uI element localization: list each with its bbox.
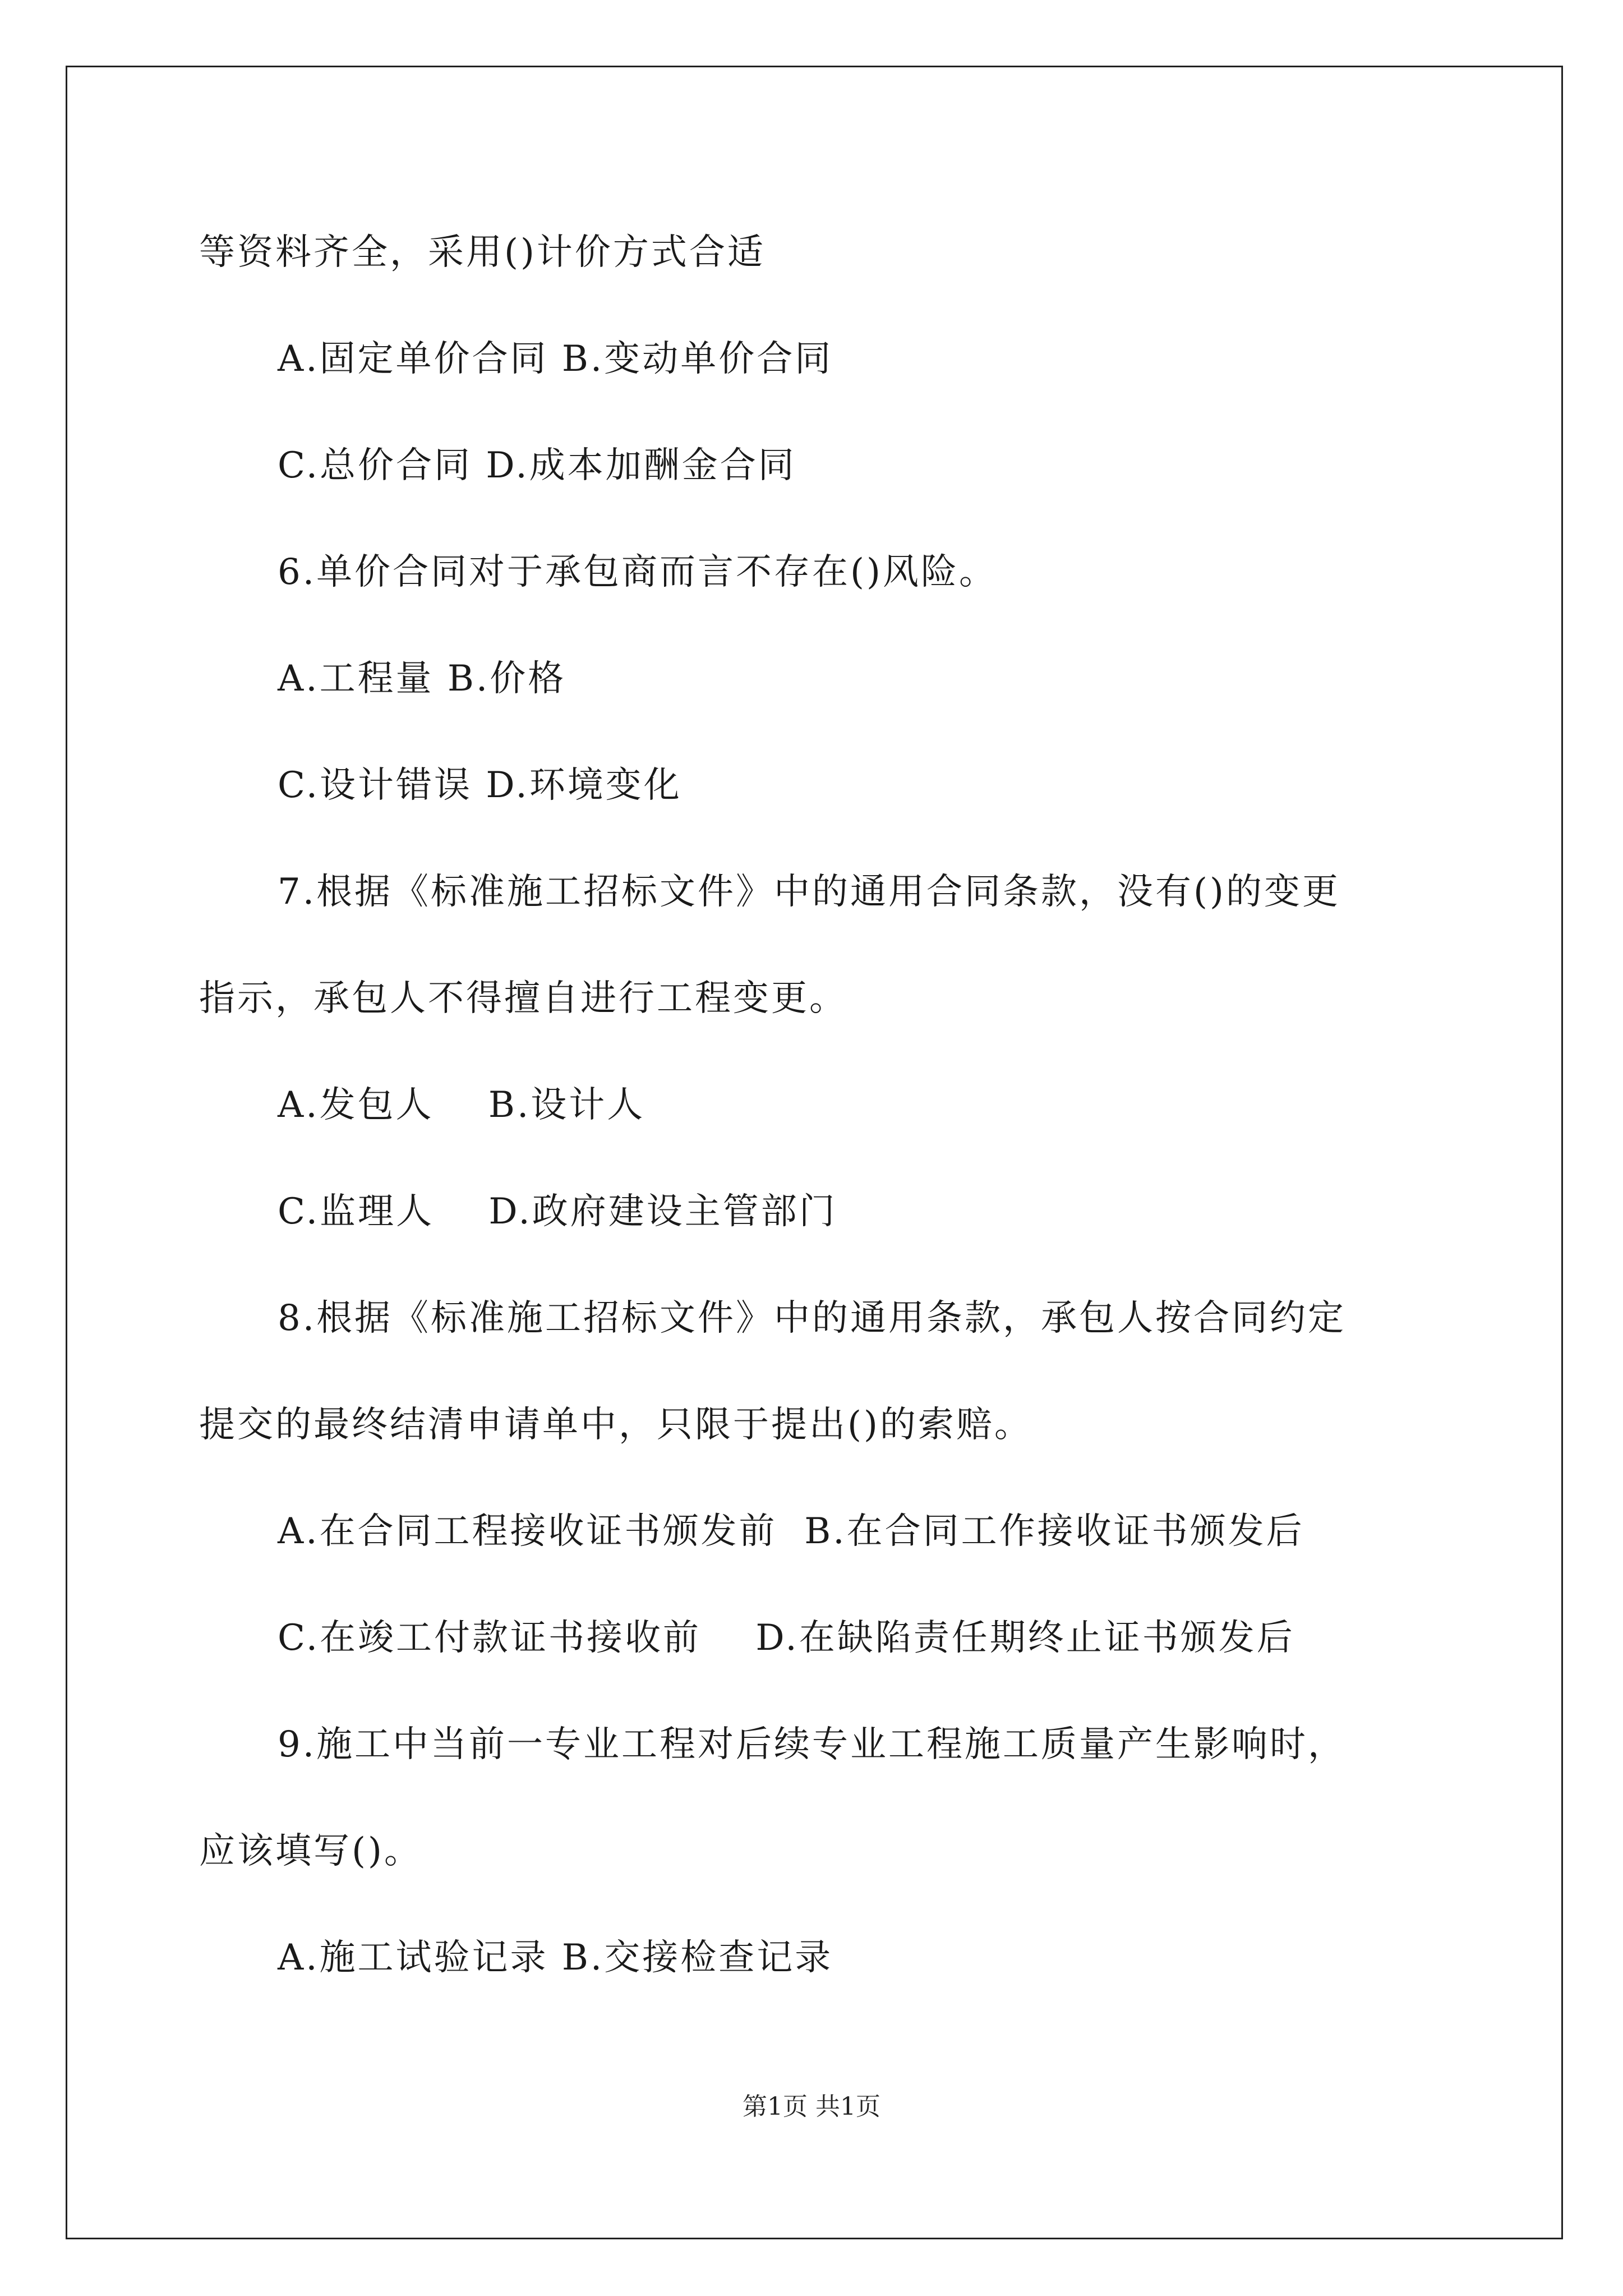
text-line: 等资料齐全，采用()计价方式合适 — [199, 232, 766, 273]
option-line: A.施工试验记录 B.交接检查记录 — [278, 1937, 833, 1978]
text-line: 应该填写()。 — [199, 1830, 422, 1872]
question-line: 9.施工中当前一专业工程对后续专业工程施工质量产生影响时， — [278, 1724, 1347, 1765]
question-line: 6.单价合同对于承包商而言不存在()风险。 — [278, 551, 997, 593]
question-line: 8.根据《标准施工招标文件》中的通用条款，承包人按合同约定 — [278, 1297, 1347, 1339]
text-line: 指示，承包人不得擅自进行工程变更。 — [199, 978, 847, 1019]
page-border — [66, 66, 1563, 2239]
option-line: C.在竣工付款证书接收前 D.在缺陷责任期终止证书颁发后 — [278, 1617, 1295, 1659]
option-line: C.总价合同 D.成本加酬金合同 — [278, 445, 796, 486]
option-line: A.在合同工程接收证书颁发前 B.在合同工作接收证书颁发后 — [278, 1511, 1304, 1552]
option-line: A.工程量 B.价格 — [278, 658, 566, 700]
text-line: 提交的最终结清申请单中，只限于提出()的索赔。 — [199, 1404, 1032, 1446]
question-line: 7.根据《标准施工招标文件》中的通用合同条款，没有()的变更 — [278, 871, 1340, 913]
page-footer: 第1页 共1页 — [743, 2092, 880, 2121]
option-line: C.设计错误 D.环境变化 — [278, 765, 682, 806]
option-line: A.固定单价合同 B.变动单价合同 — [278, 338, 833, 380]
option-line: C.监理人 D.政府建设主管部门 — [278, 1191, 837, 1232]
option-line: A.发包人 B.设计人 — [278, 1084, 645, 1126]
